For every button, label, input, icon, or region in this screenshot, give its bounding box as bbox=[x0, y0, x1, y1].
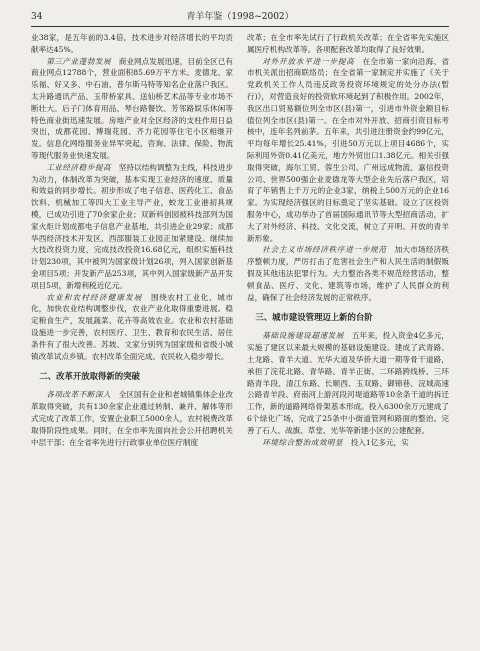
running-header bbox=[31, 10, 449, 27]
paragraph-text: 坚持以结构调整为主线，科技进步为动力，体制改革为突破，基本实现工业经济的速度、质量和效益的同步增长。初步形成了电子信息、医药化工、食品饮料、机械加工等四大工业主导产业，蛟龙工业港初具规模，已成功引进了70余家企业；双新科创园被科技部列为国家火炬计划成都电子信息产业基地，共引进企业29家；成都华西经济技术开发区、西部服装工业园正加紧建设。继续加大技改投资力度，完成技改投资16.68亿元，组织实施科技计划230项，其中被列为国家级计划26项，列入国家创新基金项目5项；开发新产品253项，其中列入国家级新产品开发项目5项，新增利税近亿元。 bbox=[31, 162, 233, 290]
paragraph-lead: 对外开放水平进一步提高 bbox=[262, 56, 355, 66]
paragraph bbox=[247, 32, 449, 56]
paragraph-lead: 第三产业蓬勃发展 bbox=[46, 56, 112, 66]
paragraph bbox=[247, 244, 449, 303]
paragraph-text: 全区国有企业和老城镇集体企业改革取得突破，共有130余家企业通过转制、兼并、解体等形式完成了改革工作，安置企业职工5000余人，农村税费改革取得阶段性成果。同时，在全市率先面向社会公开招聘机关中层干部；在全省率先进行行政事业单位医疗制度 bbox=[31, 390, 233, 447]
paragraph bbox=[31, 32, 233, 56]
paragraph-lead: 社会主义市场经济秩序进一步规范 bbox=[262, 245, 387, 255]
paragraph bbox=[31, 292, 233, 363]
paragraph-lead: 基础设施建设超速发展 bbox=[262, 331, 345, 341]
paragraph-lead: 环境综合整治成效明显 bbox=[262, 437, 344, 447]
paragraph-lead: 各项改革不断深入 bbox=[46, 390, 112, 400]
page-number: 34 bbox=[31, 12, 43, 22]
section-heading: 三、城市建设管理迈上新的台阶 bbox=[255, 312, 373, 323]
paragraph-text: 业38家，是五年前的3.4倍，技术进步对经济增长的平均贡献率达45%。 bbox=[31, 33, 233, 54]
paragraph-text: 加大市场经济秩序整顿力度，严厉打击了危害社会生产和人民生活的制假贩假及其他违法犯罪行为。大力整治各类不规范经营活动，整顿食品、医疗、文化、建筑等市场，维护了人民群众的利益，确保了社会经济发展的正常秩序。 bbox=[247, 245, 449, 302]
paragraph-lead: 农业和农村经济健康发展 bbox=[46, 292, 143, 302]
paragraph bbox=[31, 389, 233, 448]
paragraph-text: 改革；在全市率先试行了行政机关改革；在全省率先实施区属医疗机构改革等。各项配套改革均取得了良好效果。 bbox=[247, 33, 449, 54]
paragraph bbox=[247, 330, 449, 436]
paragraph-text: 商业网点发展迅速，目前全区已有商业网点12788个，营业面积85.69万平方米。麦德龙、家乐福、好又多、中石油、普尔斯马特等知名企业落户我区。太升路通讯产品、玉带桥家具、送仙桥艺术品等专业市场不断壮大。后子门体育用品、琴台路餐饮、芳邻路娱乐休闲等特色商业街迅速发展。房地产业对全区经济的支柱作用日益突出，成都花园、博瑞花园、齐力花园等住宅小区相继开发。信息化网络服务业异军突起，咨询、法律、保险、物流等现代服务业快速发展。 bbox=[31, 56, 233, 160]
left-column bbox=[31, 32, 233, 448]
paragraph bbox=[31, 162, 233, 292]
right-column bbox=[247, 32, 449, 448]
paragraph-text: 围绕农村工业化、城市化，加快农业结构调整步伐，农业产业化取得重要进展。稳定粮食生产，发展蔬菜、花卉等高效农业。农业和农村基础设施进一步完善，农村医疗、卫生、教育和农民生活、居住条件有了很大改善。苏坡、文家分别列为国家级和省级小城镇改革试点乡镇。农村改革全面完成。农民收入稳步增长。 bbox=[31, 292, 233, 361]
paragraph bbox=[247, 437, 449, 449]
paragraph-text: 投入1亿多元，实 bbox=[350, 437, 409, 447]
paragraph-text: 在全市第一家向沿海、省市机关派出招商联络员；在全省第一家制定并实施了《关于党政机关工作人员违反政务投资环境规定的处分办法(暂行)》，对营造良好的投资软环境起到了积极作用。2002年，我区出口贸易额位列全市区(县)第一，引进市外资金额目标值位列全市区(县)第一。在全市对外开放、招商引资目标考核中，连年名列前茅。五年来，共引进注册资金约99亿元，平均每年增长25.41%，引进50万元以上项目4686个，实际利用外资0.41亿美元，地方外贸出口1.38亿元。相关引强取得突破，海尔工贸、蓉生公司、广州远成物流、嘉信投资公司、世界500强企业麦德龙等大型企业先后落户我区，培育了年销售上千万元的企业3家，纳税上500万元的企业16家。为实现经济强区的目标奠定了坚实基础。设立了区投资服务中心，成功举办了首届国际通讯节等大型招商活动，扩大了对外经济、科技、文化交流，树立了开明、开放的青羊新形象。 bbox=[247, 56, 449, 243]
paragraph-lead: 工业经济稳步提高 bbox=[46, 162, 112, 172]
yearbook-title: 青羊年鉴（1998~2002） bbox=[186, 12, 294, 22]
paragraph-text: 五年来，投入资金4亿多元，实施了建区以来最大规模的基础设施建设。建成了武青路、土龙路、青羊大道、光华大道及华侨大道一期等骨干道路，承担了浣花北路、青华路、青羊正街、二环路跨线桥、三环路青羊段、清江东路、长顺西、玉双路、御锦巷、浣城高速公路青羊段、府南河上游河段河堤道路等10余条干道的拆迁工作，新的道路网络骨架基本形成。投入6300余万元建成了6个绿化广场，完成了25条中小街道管网和路面的整治。完善了石人、战旗、草堂、光华等新建小区的公建配套。 bbox=[247, 331, 449, 435]
section-heading: 二、改革开放取得新的突破 bbox=[39, 371, 140, 382]
paragraph bbox=[31, 56, 233, 162]
paragraph bbox=[247, 56, 449, 245]
